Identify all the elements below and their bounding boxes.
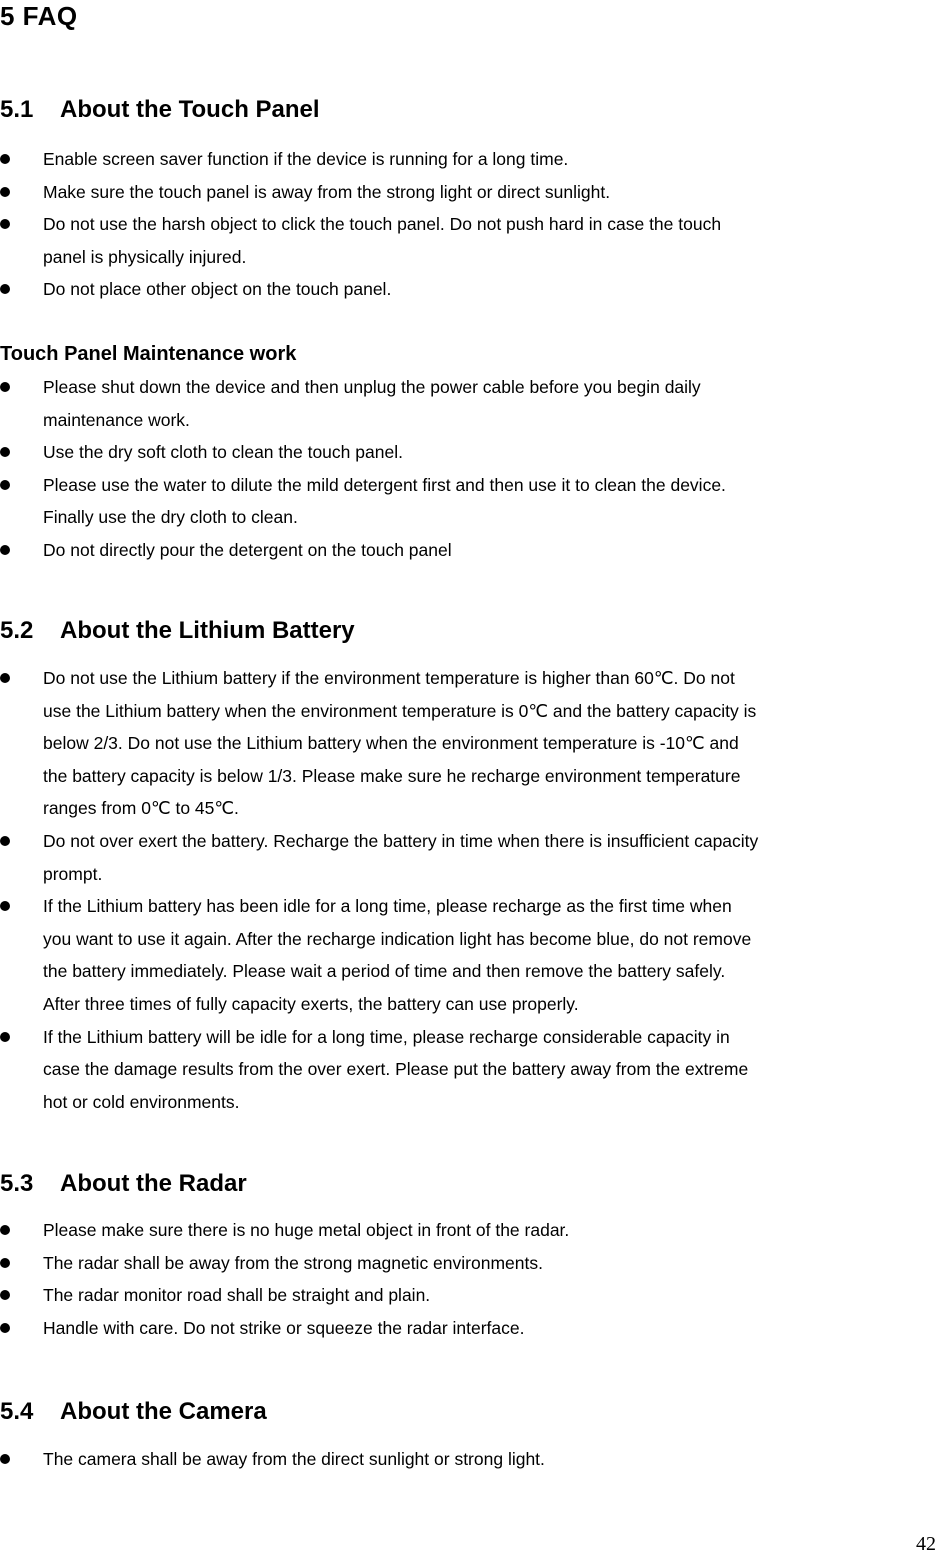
bullet-icon xyxy=(0,480,10,490)
page-number: 42 xyxy=(916,1533,936,1555)
list-item-text: If the Lithium battery has been idle for a long time, please recharge as the first time when you want to use it again. After the recharge indication light has become blue, do not remove the battery immediately. Please wait a period of time and then remove the battery safely. After three times of fully capacity exerts, the battery can use properly. xyxy=(43,896,752,1014)
list-item xyxy=(0,176,940,209)
list-item xyxy=(0,890,940,1020)
list-item-text: Handle with care. Do not strike or squeeze the radar interface. xyxy=(43,1317,525,1338)
section-title: About the Radar xyxy=(60,1170,247,1197)
maintenance-bullet-list xyxy=(0,371,940,567)
bullet-icon xyxy=(0,284,10,294)
section-number: 5.2 xyxy=(0,617,34,644)
bullet-icon xyxy=(0,447,10,457)
bullet-icon xyxy=(0,1225,10,1235)
maintenance-subheading: Touch Panel Maintenance work xyxy=(0,343,297,365)
battery-bullet-list xyxy=(0,662,940,1118)
list-item xyxy=(0,825,940,890)
list-item xyxy=(0,371,940,436)
section-title: About the Touch Panel xyxy=(60,96,320,123)
section-number: 5.3 xyxy=(0,1170,34,1197)
bullet-icon xyxy=(0,545,10,555)
list-item xyxy=(0,436,940,469)
bullet-icon xyxy=(0,382,10,392)
bullet-icon xyxy=(0,673,10,683)
section-number: 5.4 xyxy=(0,1398,34,1425)
list-item xyxy=(0,534,940,567)
list-item-text: Do not use the Lithium battery if the environment temperature is higher than 60℃. Do not use the Lithium battery when the environment temperature is 0℃ and the battery capacity is below 2/3. Do not use the Lithium battery when the environment temperature is -10℃ and the battery capacity is below 1/3. Please make sure he recharge environment temperature ranges from 0℃ to 45℃. xyxy=(43,668,757,819)
list-item-text: Do not place other object on the touch panel. xyxy=(43,279,392,300)
list-item-text: The camera shall be away from the direct sunlight or strong light. xyxy=(43,1449,545,1469)
bullet-icon xyxy=(0,1290,10,1300)
list-item xyxy=(0,208,940,273)
bullet-icon xyxy=(0,187,10,197)
list-item xyxy=(0,1279,940,1312)
list-item xyxy=(0,1021,940,1119)
section-heading-touch-panel xyxy=(0,95,320,125)
list-item-text: The radar monitor road shall be straight and plain. xyxy=(43,1285,431,1306)
list-item-text: Enable screen saver function if the device is running for a long time. xyxy=(43,149,569,169)
list-item xyxy=(0,143,940,176)
radar-bullet-list xyxy=(0,1214,940,1344)
bullet-icon xyxy=(0,1258,10,1268)
list-item-text: Do not directly pour the detergent on the touch panel xyxy=(43,539,452,560)
list-item-text: Please make sure there is no huge metal object in front of the radar. xyxy=(43,1220,570,1240)
list-item-text: Do not use the harsh object to click the touch panel. Do not push hard in case the touch panel is physically injured. xyxy=(43,214,722,267)
list-item-text: Please use the water to dilute the mild detergent first and then use it to clean the device. Finally use the dry cloth to clean. xyxy=(43,474,726,528)
list-item-text: Do not over exert the battery. Recharge the battery in time when there is insufficient capacity prompt. xyxy=(43,830,759,884)
section-heading-lithium-battery xyxy=(0,616,355,646)
list-item xyxy=(0,1443,940,1476)
list-item-text: Please shut down the device and then unplug the power cable before you begin daily maintenance work. xyxy=(43,377,701,430)
section-heading-camera xyxy=(0,1397,267,1427)
section-heading-radar xyxy=(0,1169,247,1199)
section-number: 5.1 xyxy=(0,96,34,123)
bullet-icon xyxy=(0,836,10,846)
touch-panel-bullet-list xyxy=(0,143,940,306)
list-item xyxy=(0,1312,940,1345)
list-item xyxy=(0,273,940,306)
list-item xyxy=(0,469,940,534)
list-item-text: Use the dry soft cloth to clean the touch panel. xyxy=(43,442,403,463)
list-item-text: Make sure the touch panel is away from the strong light or direct sunlight. xyxy=(43,181,611,202)
list-item xyxy=(0,1214,940,1247)
section-title: About the Camera xyxy=(60,1398,267,1425)
list-item-text: If the Lithium battery will be idle for a long time, please recharge considerable capacity in case the damage results from the over exert. Please put the battery away from the extreme hot or cold environments. xyxy=(43,1026,749,1112)
section-title: About the Lithium Battery xyxy=(60,617,355,644)
chapter-title: 5 FAQ xyxy=(0,1,78,31)
list-item-text: The radar shall be away from the strong magnetic environments. xyxy=(43,1252,543,1273)
bullet-icon xyxy=(0,1032,10,1042)
list-item xyxy=(0,662,940,825)
bullet-icon xyxy=(0,154,10,164)
bullet-icon xyxy=(0,1454,10,1464)
list-item xyxy=(0,1247,940,1280)
bullet-icon xyxy=(0,1323,10,1333)
camera-bullet-list xyxy=(0,1443,940,1476)
bullet-icon xyxy=(0,901,10,911)
bullet-icon xyxy=(0,219,10,229)
